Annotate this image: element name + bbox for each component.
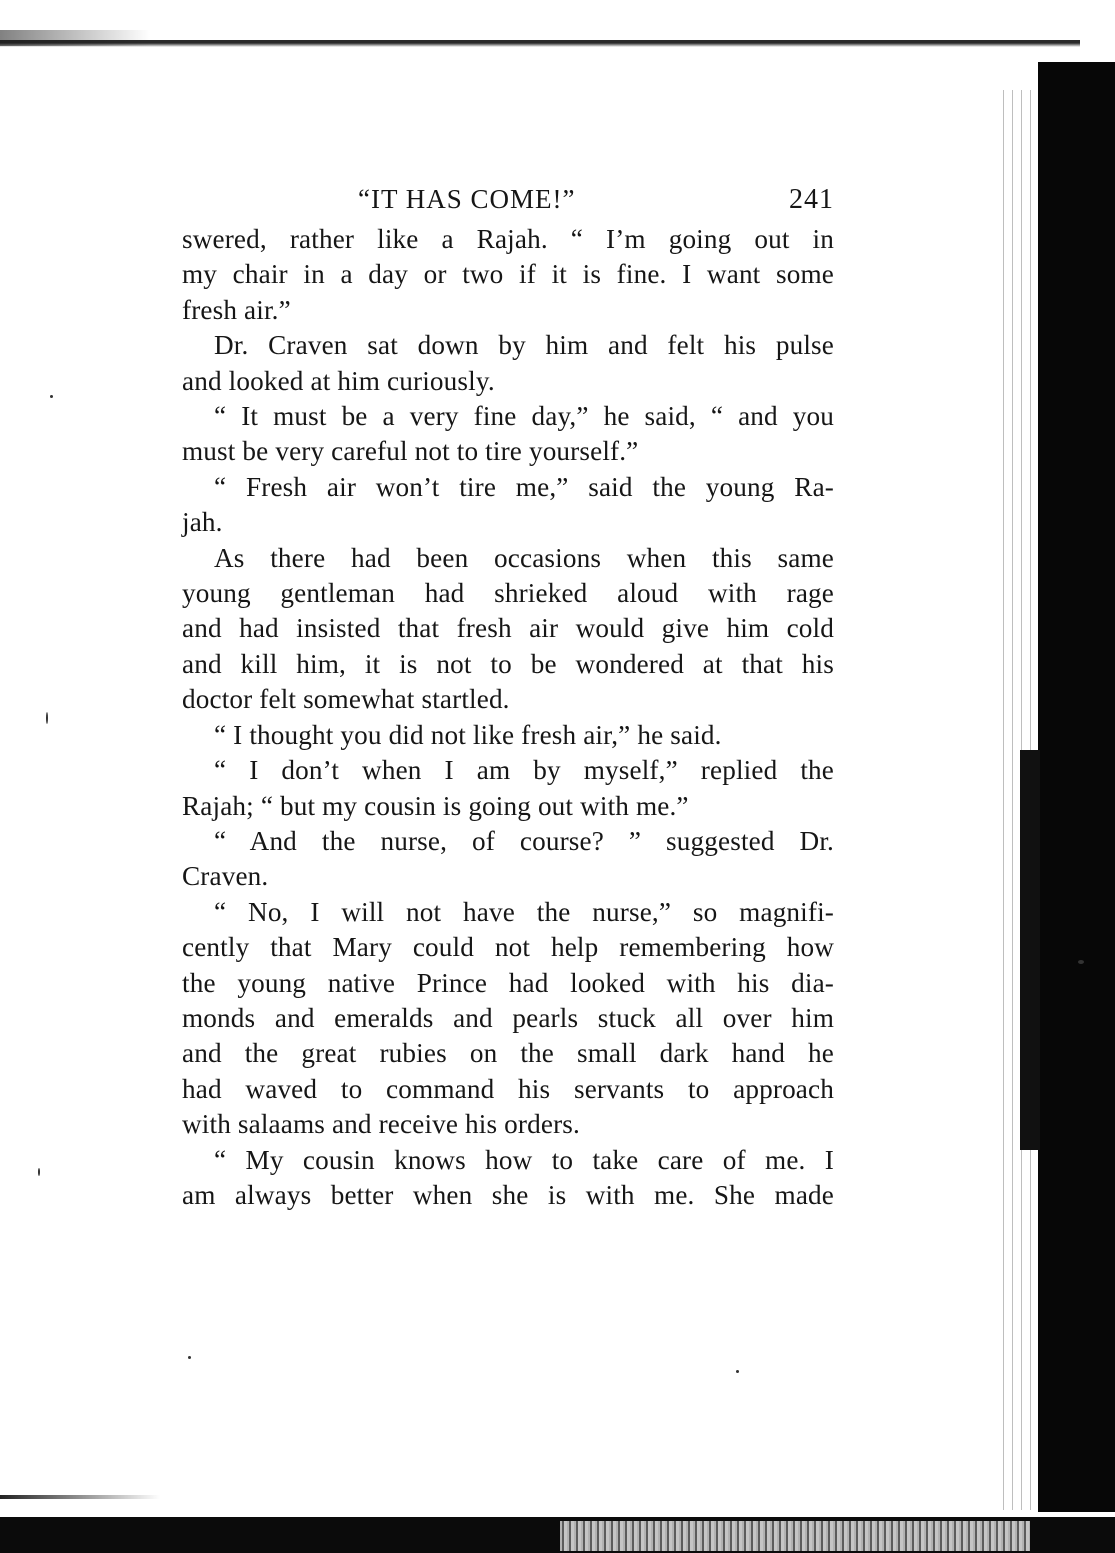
- text-line: “ It must be a very fine day,” he said, “ and you: [214, 401, 834, 432]
- text-line: had waved to command his servants to approach: [182, 1073, 834, 1104]
- text-line: jah.: [182, 507, 223, 538]
- scan-dot: [736, 1370, 739, 1373]
- text-line: with salaams and receive his orders.: [182, 1109, 580, 1140]
- text-line: “ I thought you did not like fresh air,” he said.: [214, 719, 722, 750]
- text-line: doctor felt somewhat startled.: [182, 684, 510, 715]
- text-line: and looked at him curiously.: [182, 365, 495, 396]
- right-scan-edge: [1038, 62, 1115, 1512]
- scan-dot: [188, 1356, 191, 1359]
- text-line: Dr. Craven sat down by him and felt his pulse: [214, 330, 834, 361]
- text-line: my chair in a day or two if it is fine. I want some: [182, 259, 834, 290]
- bottom-scan-speckle: [560, 1521, 1030, 1551]
- text-line: Rajah; “ but my cousin is going out with me.”: [182, 790, 689, 821]
- text-line: “ Fresh air won’t tire me,” said the young Ra-: [214, 471, 834, 502]
- text-line: fresh air.”: [182, 294, 291, 325]
- book-page: [182, 178, 834, 1213]
- bottom-scan-line: [0, 1495, 160, 1499]
- scan-dot: [46, 712, 48, 724]
- text-line: “ And the nurse, of course? ” suggested Dr.: [214, 825, 834, 856]
- text-line: “ My cousin knows how to take care of me. I: [214, 1144, 834, 1175]
- scan-dot: [38, 1168, 40, 1176]
- running-title: “IT HAS COME!”: [358, 184, 576, 214]
- top-scan-edge: [0, 40, 1080, 47]
- text-line: must be very careful not to tire yourself.”: [182, 436, 639, 467]
- text-line: young gentleman had shrieked aloud with rage: [182, 578, 834, 609]
- page-number: 241: [789, 184, 834, 215]
- text-line: cently that Mary could not help remembering how: [182, 932, 834, 963]
- text-line: Craven.: [182, 861, 269, 892]
- text-line: and kill him, it is not to be wondered at that his: [182, 648, 834, 679]
- text-line: the young native Prince had looked with his dia-: [182, 967, 834, 998]
- scan-dot: [1078, 960, 1084, 964]
- text-line: and had insisted that fresh air would give him cold: [182, 613, 834, 644]
- top-scan-edge-fade: [0, 30, 150, 46]
- body-text: [182, 222, 834, 1213]
- text-line: am always better when she is with me. She made: [182, 1179, 834, 1210]
- running-head: [182, 178, 834, 222]
- text-line: As there had been occasions when this same: [214, 542, 834, 573]
- right-scan-edge-block: [1020, 750, 1040, 1150]
- scan-dot: [50, 395, 53, 398]
- text-line: “ I don’t when I am by myself,” replied the: [214, 755, 834, 786]
- text-line: “ No, I will not have the nurse,” so magnifi-: [214, 896, 834, 927]
- text-line: and the great rubies on the small dark hand he: [182, 1038, 834, 1069]
- text-line: monds and emeralds and pearls stuck all over him: [182, 1002, 834, 1033]
- text-line: swered, rather like a Rajah. “ I’m going out in: [182, 224, 834, 254]
